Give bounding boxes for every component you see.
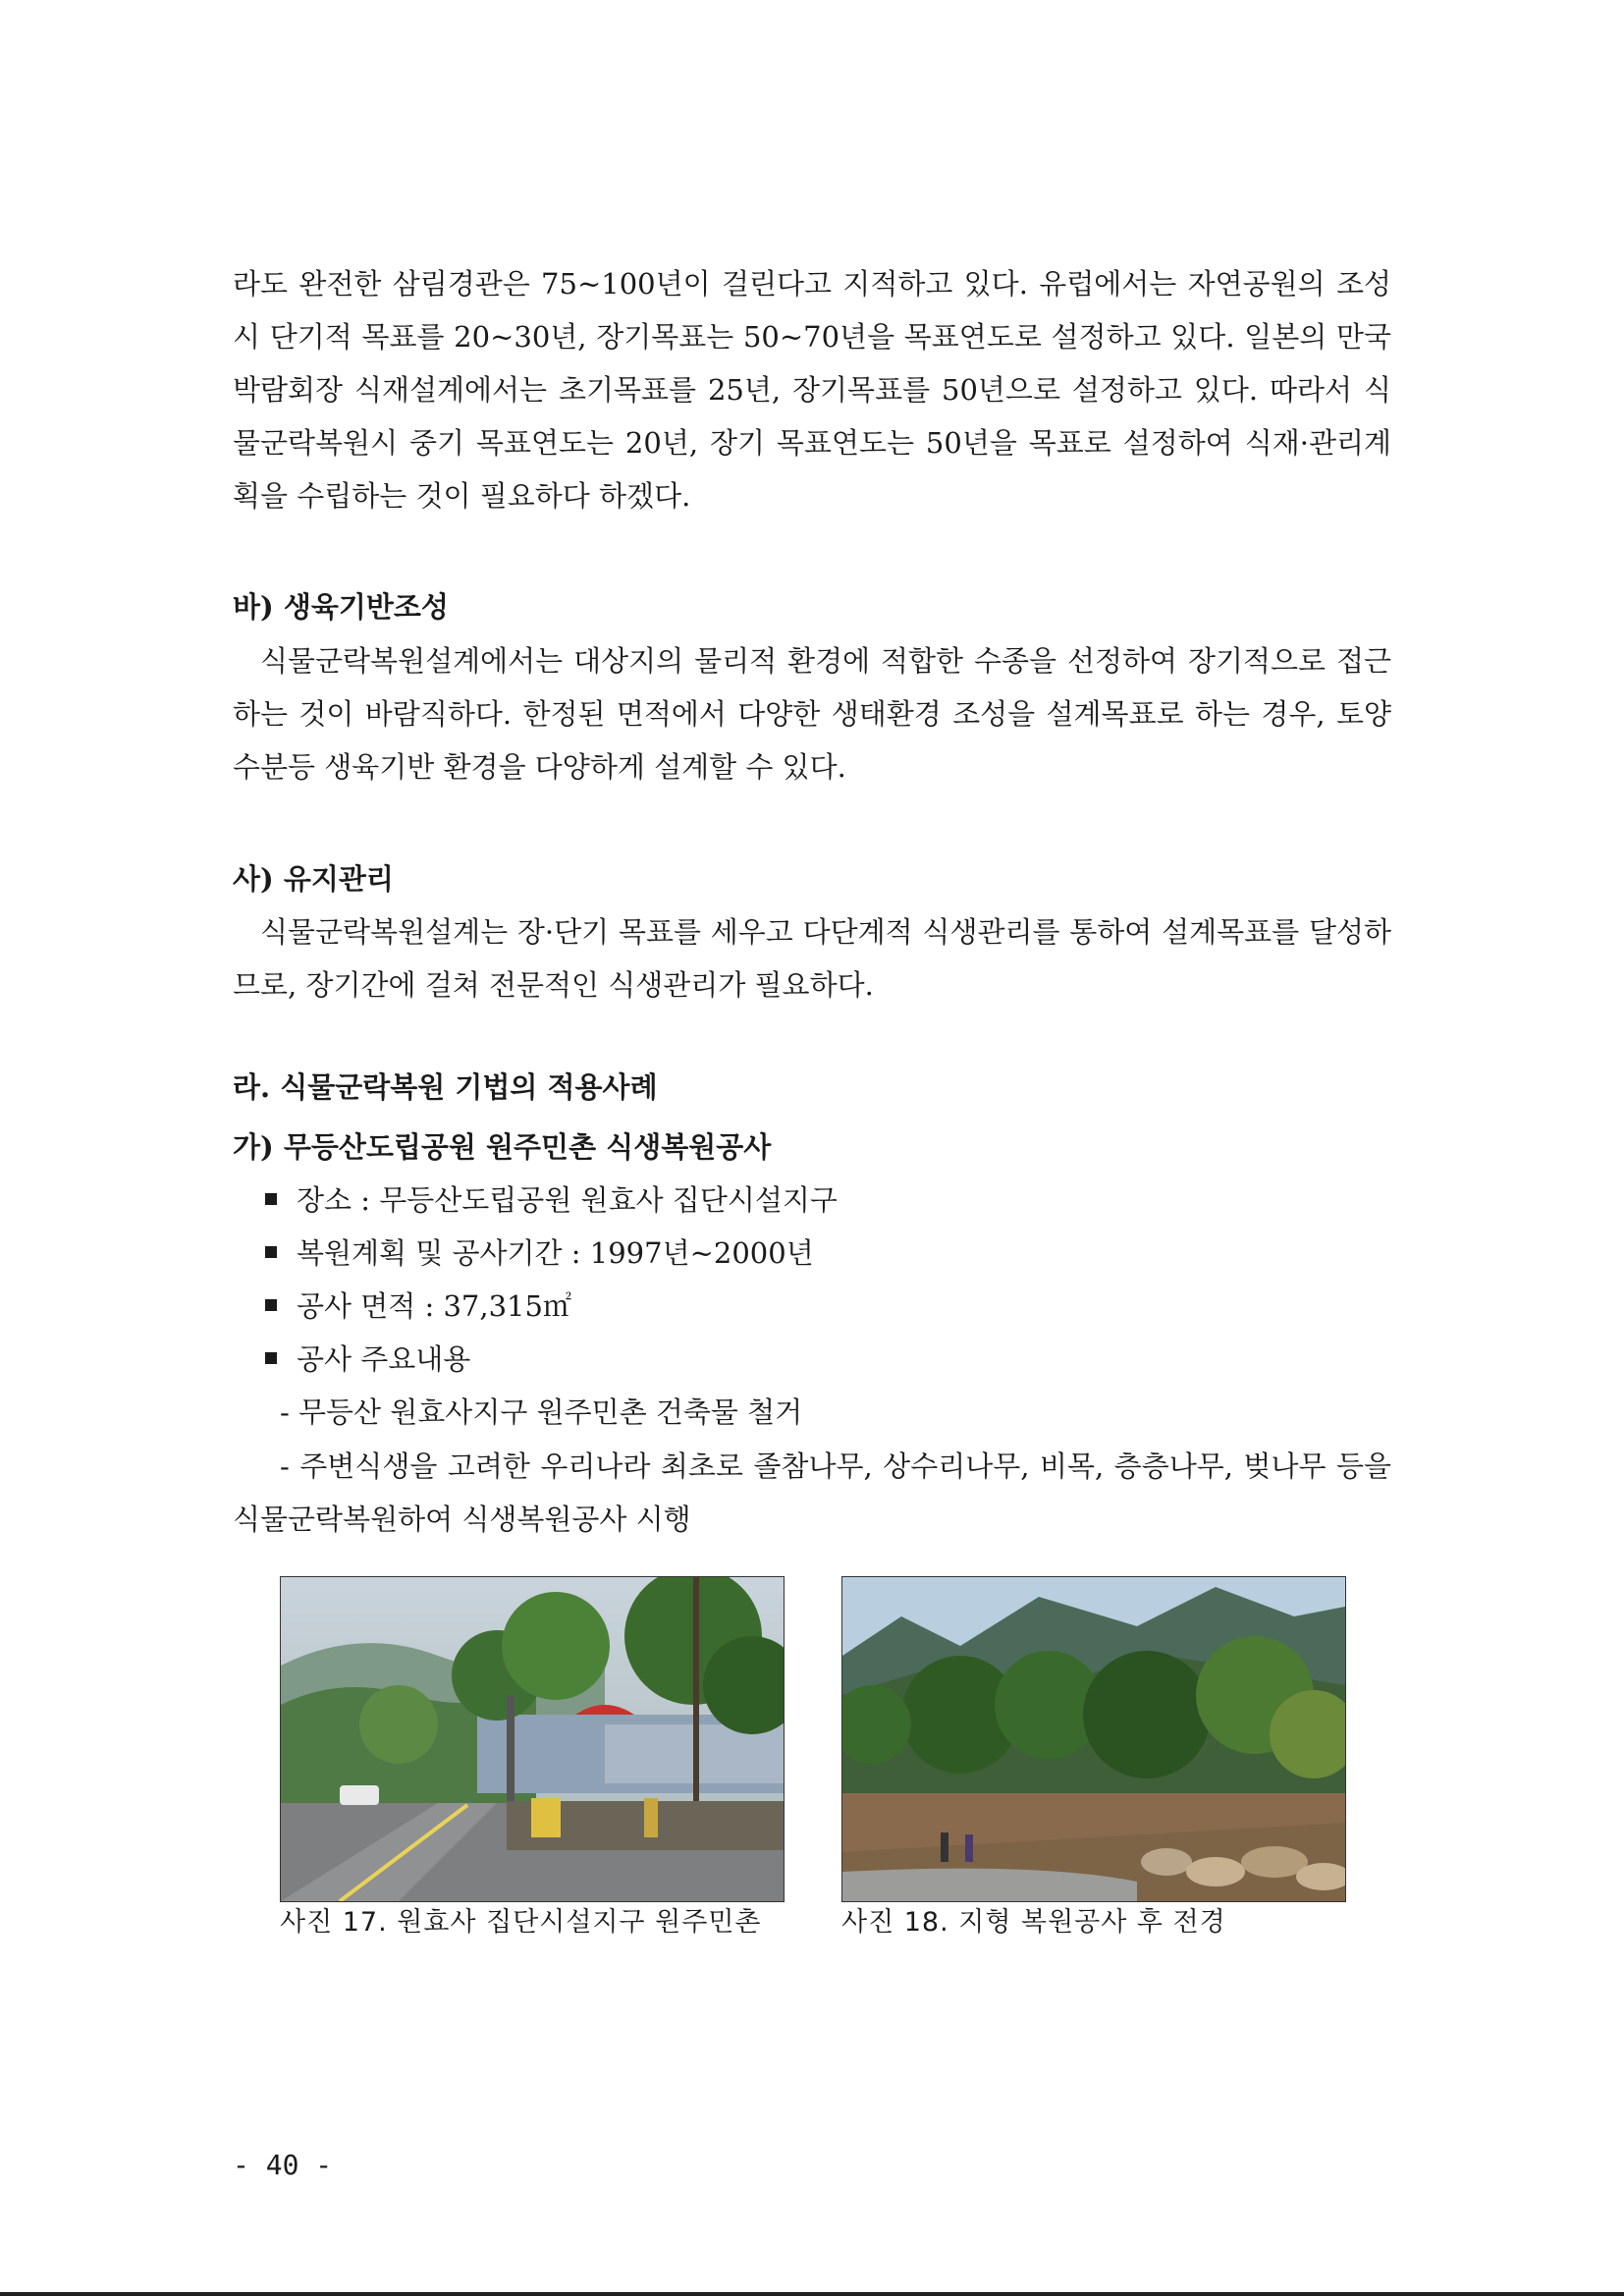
bullet-contents: 공사 주요내용 [265, 1339, 470, 1379]
photo-restored-landscape [841, 1576, 1346, 1902]
bullet-period: 복원계획 및 공사기간 : 1997년~2000년 [265, 1233, 814, 1273]
page-number: - 40 - [233, 2149, 333, 2181]
square-bullet-icon [265, 1352, 277, 1364]
section-text-sa: 식물군락복원설계는 장·단기 목표를 세우고 다단계적 식생관리를 통하여 설계목표를 달성하므로, 장기간에 걸쳐 전문적인 식생관리가 필요하다. [233, 915, 1391, 1002]
section-heading-sa: 사) 유지관리 [233, 862, 394, 896]
square-bullet-icon [265, 1246, 277, 1258]
photo-caption-right: 사진 18. 지형 복원공사 후 전경 [841, 1907, 1226, 1938]
square-bullet-icon [265, 1299, 277, 1311]
square-bullet-icon [265, 1193, 277, 1205]
section-heading-ba: 바) 생육기반조성 [233, 590, 449, 624]
section-heading-ra: 라. 식물군락복원 기법의 적용사례 [233, 1070, 658, 1104]
section-heading-ga: 가) 무등산도립공원 원주민촌 식생복원공사 [233, 1130, 772, 1164]
photo-caption-left: 사진 17. 원효사 집단시설지구 원주민촌 [280, 1907, 762, 1938]
dash-item-restoration: - 주변식생을 고려한 우리나라 최초로 졸참나무, 상수리나무, 비목, 층층나무, 벚나무 등을 식물군락복원하여 식생복원공사 시행 [233, 1449, 1391, 1536]
bullet-location: 장소 : 무등산도립공원 원효사 집단시설지구 [265, 1180, 838, 1220]
village-street-illustration [281, 1577, 784, 1901]
footer-rule [0, 2292, 1624, 2296]
photo-village-street [280, 1576, 785, 1902]
bullet-area: 공사 면적 : 37,315㎡ [265, 1286, 571, 1326]
intro-paragraph: 라도 완전한 삼림경관은 75~100년이 걸린다고 지적하고 있다. 유럽에서는 자연공원의 조성시 단기적 목표를 20~30년, 장기목표는 50~70년을 목표연도로 설정하고 있다. 일본의 만국박람회장 식재설계에서는 초기목표를 25년, 장기목표를 50년으로 설정하고 있다. 따라서 식물군락복원시 중기 목표연도는 20년, 장기 목표연도는 50년을 목표로 설정하여 식재·관리계획을 수립하는 것이 필요하다 하겠다. [233, 267, 1391, 513]
dash-item-demolition: - 무등산 원효사지구 원주민촌 건축물 철거 [280, 1395, 803, 1429]
section-text-ba: 식물군락복원설계에서는 대상지의 물리적 환경에 적합한 수종을 선정하여 장기적으로 접근하는 것이 바람직하다. 한정된 면적에서 다양한 생태환경 조성을 설계목표로 하는 경우, 토양수분등 생육기반 환경을 다양하게 설계할 수 있다. [233, 644, 1391, 784]
restored-landscape-illustration [842, 1577, 1345, 1901]
